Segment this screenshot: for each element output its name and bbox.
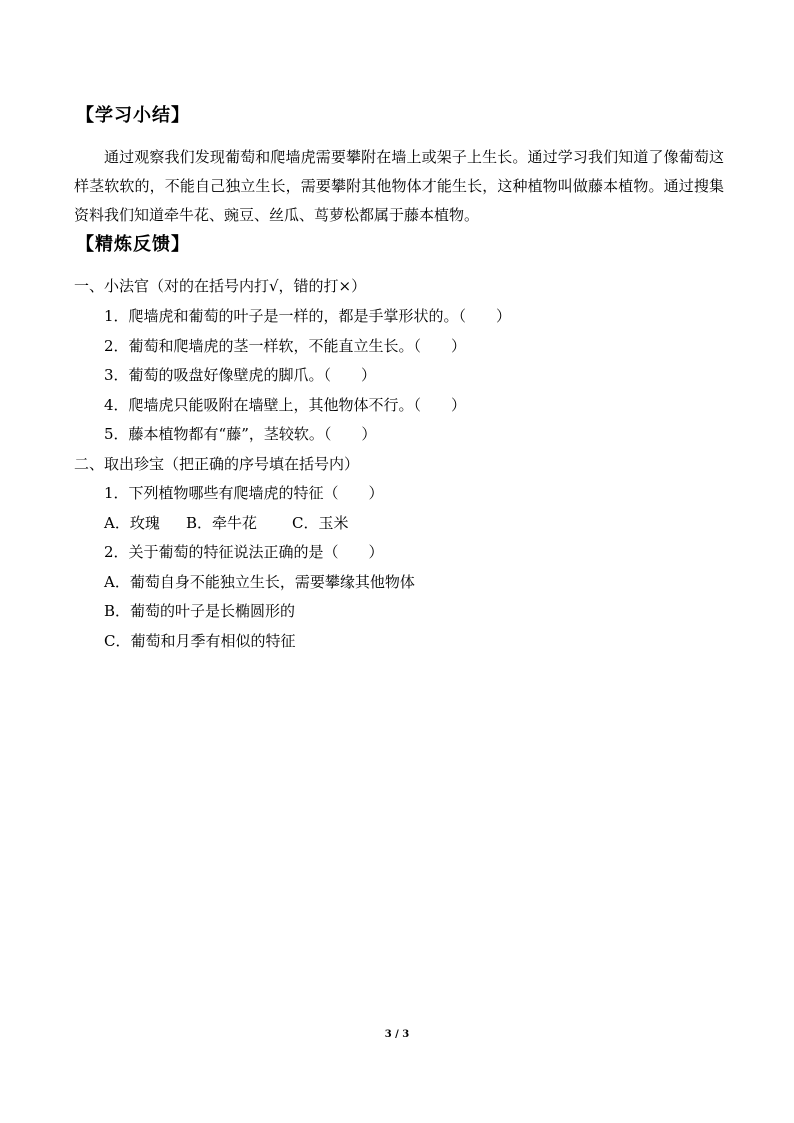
section2-q2-option-c: C．葡萄和月季有相似的特征 [104,632,296,650]
section1-item-2: 2．葡萄和爬墙虎的茎一样软，不能直立生长。（ ） [104,337,467,355]
section1-item-1: 1．爬墙虎和葡萄的叶子是一样的，都是手掌形状的。（ ） [104,307,512,325]
section2-q1-stem: 1．下列植物哪些有爬墙虎的特征（ ） [104,484,384,502]
section1-title: 一、小法官（对的在括号内打√，错的打×） [74,277,367,295]
section2-q1-option-b: B．牵牛花 [186,514,258,532]
page-number: 3 / 3 [384,1029,410,1040]
section1-item-5: 5．藤本植物都有“藤”，茎较软。（ ） [104,425,377,443]
section2-q2-stem: 2．关于葡萄的特征说法正确的是（ ） [104,543,384,561]
section2-q2-option-a: A．葡萄自身不能独立生长，需要攀缘其他物体 [104,573,415,591]
section1-item-4: 4．爬墙虎只能吸附在墙壁上，其他物体不行。（ ） [104,396,467,414]
practice-heading: 【精炼反馈】 [76,234,190,255]
section2-q2-option-b: B．葡萄的叶子是长椭圆形的 [104,602,296,620]
summary-heading: 【学习小结】 [76,105,190,126]
section2-q1-option-c: C．玉米 [292,514,349,532]
summary-paragraph: 通过观察我们发现葡萄和爬墙虎需要攀附在墙上或架子上生长。通过学习我们知道了像葡萄这样茎软软的，不能自己独立生长，需要攀附其他物体才能生长，这种植物叫做藤本植物。通过搜集资料我们知道牵牛花、豌豆、丝瓜、茑萝松都属于藤本植物。 [74,148,724,224]
section2-title: 二、取出珍宝（把正确的序号填在括号内） [74,455,360,473]
section2-q1-option-a: A．玫瑰 [104,514,160,532]
section1-item-3: 3．葡萄的吸盘好像壁虎的脚爪。（ ） [104,366,377,384]
